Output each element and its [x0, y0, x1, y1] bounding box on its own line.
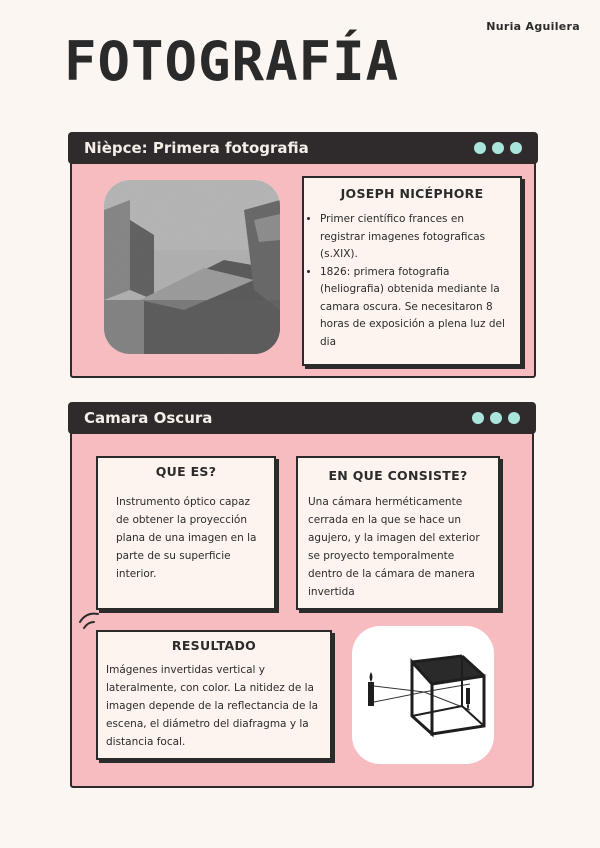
squiggle-icon — [78, 610, 102, 632]
card-joseph-niecephore — [302, 176, 522, 366]
camera-obscura-icon — [352, 626, 494, 764]
window-dot-icon — [490, 412, 502, 424]
card-heading: QUE ES? — [155, 464, 217, 479]
card-text: Imágenes invertidas vertical y lateralmente, con color. La nitidez de la imagen depende de la reflectancia de la escena, el diámetro del diafragma y la distancia focal. — [106, 664, 319, 748]
window-dot-icon — [472, 412, 484, 424]
window-dot-icon — [510, 142, 522, 154]
window-niepce-title: Nièpce: Primera fotografia — [84, 139, 309, 157]
window-camara-titlebar — [68, 402, 536, 434]
card-heading: EN QUE CONSISTE? — [328, 468, 468, 483]
window-camara-title: Camara Oscura — [84, 409, 213, 427]
list-item: • Primer científico frances en registrar imagenes fotograficas (s.XIX). — [320, 211, 512, 264]
list-item: • 1826: primera fotografia (heliografia) obtenida mediante la camara oscura. Se necesitaron 8 horas de exposición a plena luz del dia — [320, 264, 512, 352]
window-controls — [472, 412, 520, 424]
heliography-photo — [104, 180, 280, 354]
card-que-es — [96, 456, 276, 610]
card-text: Una cámara herméticamente cerrada en la que se hace un agujero, y la imagen del exterior se proyecto temporalmente dentro de la cámara de manera invertida — [308, 496, 480, 598]
author-name: Nuria Aguilera — [486, 20, 580, 33]
card-en-que-consiste — [296, 456, 500, 610]
card-text: Instrumento óptico capaz de obtener la proyección plana de una imagen en la parte de su superficie interior. — [116, 496, 257, 580]
page-title: FOTOGRAFÍA — [64, 30, 400, 93]
window-niepce-titlebar — [68, 132, 538, 164]
window-controls — [474, 142, 522, 154]
window-dot-icon — [508, 412, 520, 424]
camera-obscura-illustration — [352, 626, 494, 764]
card-heading: RESULTADO — [171, 638, 257, 653]
card-resultado — [96, 630, 332, 760]
window-dot-icon — [492, 142, 504, 154]
card-heading: JOSEPH NICÉPHORE — [340, 186, 484, 201]
window-dot-icon — [474, 142, 486, 154]
